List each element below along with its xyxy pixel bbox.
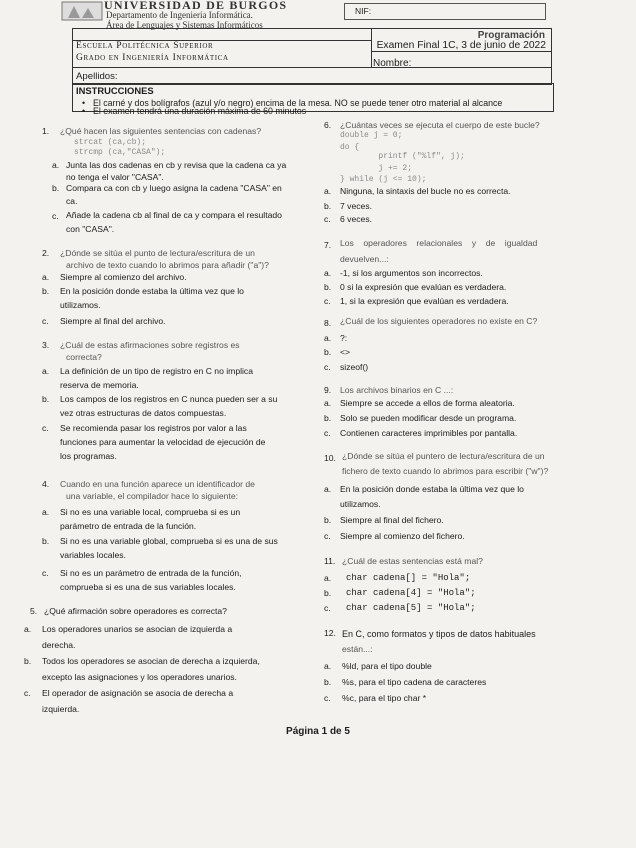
option-letter: a. <box>42 366 50 376</box>
option-letter: b. <box>52 183 60 193</box>
option-letter: b. <box>42 286 50 296</box>
question-4-option-c-cont: comprueba si es una de sus variables locales. <box>60 582 236 592</box>
question-4-text-cont: una variable, el compilador hace lo siguiente: <box>66 491 238 501</box>
question-2-text-cont: archivo de texto cuando lo abrimos para añadir ("a")? <box>66 260 269 270</box>
question-5-option-a-cont: derecha. <box>42 640 76 650</box>
option-letter: c. <box>324 296 331 306</box>
option-letter: b. <box>24 656 32 666</box>
option-letter: a. <box>324 484 332 494</box>
department-name: Departamento de Ingeniería Informática. <box>106 10 253 20</box>
question-5-option-a[interactable]: Los operadores unarios se asocian de izquierda a <box>42 624 233 634</box>
question-1-code-line: strcmp (ca,"CASA"); <box>74 148 166 157</box>
option-letter: c. <box>42 316 49 326</box>
option-letter: b. <box>324 201 332 211</box>
question-12-option-a[interactable]: %ld, para el tipo double <box>342 661 432 671</box>
question-11-text: ¿Cuál de estas sentencias está mal? <box>342 556 483 566</box>
question-8-option-a[interactable]: ?: <box>340 333 348 343</box>
question-4-text: Cuando en una función aparece un identificador de <box>60 479 255 489</box>
name-field-label[interactable]: Nombre: <box>373 58 412 69</box>
option-letter: c. <box>24 688 31 698</box>
question-11-option-c[interactable]: char cadena[5] = "Hola"; <box>346 603 476 613</box>
question-3-text: ¿Cuál de estas afirmaciones sobre registros es <box>60 340 240 350</box>
school-name: Escuela Politécnica Superior <box>76 40 214 51</box>
question-5-option-b-cont: excepto las asignaciones y los operadores unarios. <box>42 672 237 682</box>
question-10-option-c[interactable]: Siempre al comienzo del fichero. <box>340 531 465 541</box>
question-3-option-c[interactable]: Se recomienda pasar los registros por valor a las <box>60 423 247 433</box>
option-letter: b. <box>324 282 332 292</box>
question-10-number: 10. <box>324 453 336 463</box>
option-letter: c. <box>324 531 331 541</box>
question-4-option-b[interactable]: Si no es una variable global, comprueba si es una de sus <box>60 536 278 546</box>
question-9-option-b[interactable]: Solo se pueden modificar desde un programa. <box>340 413 517 423</box>
question-2-option-a[interactable]: Siempre al comienzo del archivo. <box>60 272 187 282</box>
question-5-option-c[interactable]: El operador de asignación se asocia de derecha a <box>42 688 234 698</box>
question-10-text-cont: fichero de texto cuando lo abrimos para escribir ("w")? <box>342 466 549 476</box>
question-12-option-b[interactable]: %s, para el tipo cadena de caracteres <box>342 677 487 687</box>
question-10-option-b[interactable]: Siempre al final del fichero. <box>340 515 444 525</box>
option-letter: b. <box>324 515 332 525</box>
question-2-text: ¿Dónde se sitúa el punto de lectura/escritura de un <box>60 248 255 258</box>
question-1-number: 1. <box>42 126 50 136</box>
option-letter: c. <box>324 362 331 372</box>
question-3-option-b-cont: vez otras estructuras de datos compuestas. <box>60 408 227 418</box>
area-name: Área de Lenguajes y Sistemas Informáticos <box>106 20 263 30</box>
question-10-option-a-cont: utilizamos. <box>340 499 381 509</box>
question-7-text-cont: devuelven...: <box>340 254 389 264</box>
question-11-number: 11. <box>324 556 336 566</box>
question-4-number: 4. <box>42 479 50 489</box>
question-8-option-c[interactable]: sizeof() <box>340 362 369 372</box>
question-6-number: 6. <box>324 120 332 130</box>
question-6-code-line: double j = 0; <box>340 131 403 140</box>
option-letter: b. <box>42 536 50 546</box>
exam-header-box <box>72 28 552 85</box>
question-7-option-b[interactable]: 0 si la expresión que evalúan es verdadera. <box>340 282 507 292</box>
question-1-code-line: strcat (ca,cb); <box>74 138 147 147</box>
option-letter: c. <box>42 568 49 578</box>
question-1-option-c-cont: con "CASA". <box>66 224 115 234</box>
option-letter: b. <box>324 588 332 598</box>
question-9-option-c[interactable]: Contienen caracteres imprimibles por pantalla. <box>340 428 518 438</box>
question-10-option-a[interactable]: En la posición donde estaba la última vez que lo <box>340 484 524 494</box>
question-4-option-a-cont: parámetro de entrada de la función. <box>60 521 197 531</box>
question-1-option-a[interactable]: Junta las dos cadenas en cb y revisa que la cadena ca ya <box>66 160 287 170</box>
question-1-option-a-cont: no tenga el valor "CASA". <box>66 172 164 182</box>
option-letter: c. <box>324 214 331 224</box>
option-letter: b. <box>324 413 332 423</box>
option-letter: a. <box>324 398 332 408</box>
option-letter: a. <box>324 661 332 671</box>
question-7-text: Los operadores relacionales y de igualdad <box>340 238 538 248</box>
question-3-option-c-cont: los programas. <box>60 451 117 461</box>
question-8-option-b[interactable]: <> <box>340 347 351 357</box>
question-2-number: 2. <box>42 248 50 258</box>
question-8-text: ¿Cuál de los siguientes operadores no existe en C? <box>340 316 538 326</box>
university-name: UNIVERSIDAD DE BURGOS <box>104 0 288 12</box>
question-3-option-a-cont: reserva de memoria. <box>60 380 139 390</box>
instruction-item: • El carné y dos bolígrafos (azul y/o negro) encima de la mesa. NO se puede tener otro material al alcance <box>93 98 502 110</box>
question-9-text: Los archivos binarios en C ...: <box>340 385 454 395</box>
question-6-option-c[interactable]: 6 veces. <box>340 214 373 224</box>
option-letter: c. <box>324 428 331 438</box>
question-12-number: 12. <box>324 628 336 638</box>
question-7-number: 7. <box>324 240 332 250</box>
question-12-text-cont: están...: <box>342 644 373 654</box>
question-12-option-c[interactable]: %c, para el tipo char * <box>342 693 427 703</box>
page-number: Página 1 de 5 <box>286 726 350 737</box>
instruction-item: • El examen tendrá una duración máxima de 60 minutos <box>93 106 306 118</box>
question-6-code-line: j += 2; <box>340 164 413 173</box>
question-12-text: En C, como formatos y tipos de datos habituales <box>342 629 536 639</box>
question-5-option-c-cont: izquierda. <box>42 704 80 714</box>
question-4-option-b-cont: variables locales. <box>60 550 126 560</box>
surname-field-label[interactable]: Apellidos: <box>76 71 118 82</box>
question-6-code-line: printf ("%lf", j); <box>340 152 465 161</box>
option-letter: b. <box>42 394 50 404</box>
option-letter: c. <box>42 423 49 433</box>
exam-title: Examen Final 1C, 3 de junio de 2022 <box>376 40 546 51</box>
question-4-option-c[interactable]: Si no es un parámetro de entrada de la función, <box>60 568 242 578</box>
question-6-code-line: } while (j <= 10); <box>340 175 427 184</box>
question-1-option-c[interactable]: Añade la cadena cb al final de ca y compara el resultado <box>66 210 282 220</box>
option-letter: a. <box>24 624 32 634</box>
question-5-option-b[interactable]: Todos los operadores se asocian de derecha a izquierda, <box>42 656 260 666</box>
question-6-option-a[interactable]: Ninguna, la sintaxis del bucle no es correcta. <box>340 186 511 196</box>
question-2-option-b[interactable]: En la posición donde estaba la última vez que lo <box>60 286 244 296</box>
option-letter: a. <box>42 507 50 517</box>
question-1-option-b[interactable]: Compara ca con cb y luego asigna la cadena "CASA" en <box>66 183 282 193</box>
question-6-option-b[interactable]: 7 veces. <box>340 201 373 211</box>
option-letter: c. <box>52 211 59 221</box>
option-letter: a. <box>324 333 332 343</box>
question-3-number: 3. <box>42 340 50 350</box>
question-3-option-a[interactable]: La definición de un tipo de registro en C no implica <box>60 366 253 376</box>
question-11-option-b[interactable]: char cadena[4] = "Hola"; <box>346 588 476 598</box>
question-9-number: 9. <box>324 385 332 395</box>
instructions-title: INSTRUCCIONES <box>76 85 154 96</box>
option-letter: a. <box>324 573 332 583</box>
question-5-text: ¿Qué afirmación sobre operadores es correcta? <box>44 606 227 616</box>
university-crest-icon <box>60 0 104 22</box>
question-9-option-a[interactable]: Siempre se accede a ellos de forma aleatoria. <box>340 398 515 408</box>
question-6-code-line: do { <box>340 143 360 152</box>
option-letter: c. <box>324 693 331 703</box>
option-letter: c. <box>324 603 331 613</box>
question-7-option-a[interactable]: -1, si los argumentos son incorrectos. <box>340 268 483 278</box>
question-1-option-b-cont: ca. <box>66 196 78 206</box>
nif-label: NIF: <box>355 6 372 16</box>
question-11-option-a[interactable]: char cadena[] = "Hola"; <box>346 573 471 583</box>
question-2-option-c[interactable]: Siempre al final del archivo. <box>60 316 166 326</box>
question-5-number: 5. <box>30 606 38 616</box>
question-3-option-c-cont: funciones para aumentar la velocidad de ejecución de <box>60 437 266 447</box>
question-3-option-b[interactable]: Los campos de los registros en C nunca pueden ser a su <box>60 394 278 404</box>
question-1-text: ¿Qué hacen las siguientes sentencias con cadenas? <box>60 126 262 136</box>
question-6-text: ¿Cuántas veces se ejecuta el cuerpo de este bucle? <box>340 120 540 130</box>
question-8-number: 8. <box>324 318 332 328</box>
option-letter: a. <box>324 268 332 278</box>
option-letter: b. <box>324 677 332 687</box>
nif-field[interactable] <box>344 3 546 20</box>
question-2-option-b-cont: utilizamos. <box>60 300 101 310</box>
question-10-text: ¿Dónde se sitúa el puntero de lectura/escritura de un <box>342 451 545 461</box>
option-letter: a. <box>324 186 332 196</box>
option-letter: a. <box>52 160 60 170</box>
question-3-text-cont: correcta? <box>66 352 102 362</box>
option-letter: b. <box>324 347 332 357</box>
option-letter: a. <box>42 272 50 282</box>
question-7-option-c[interactable]: 1, si la expresión que evalúan es verdadera. <box>340 296 509 306</box>
degree-name: Grado en Ingeniería Informática <box>76 52 229 63</box>
question-4-option-a[interactable]: Si no es una variable local, comprueba si es un <box>60 507 241 517</box>
subject-title: Programación <box>477 30 545 41</box>
